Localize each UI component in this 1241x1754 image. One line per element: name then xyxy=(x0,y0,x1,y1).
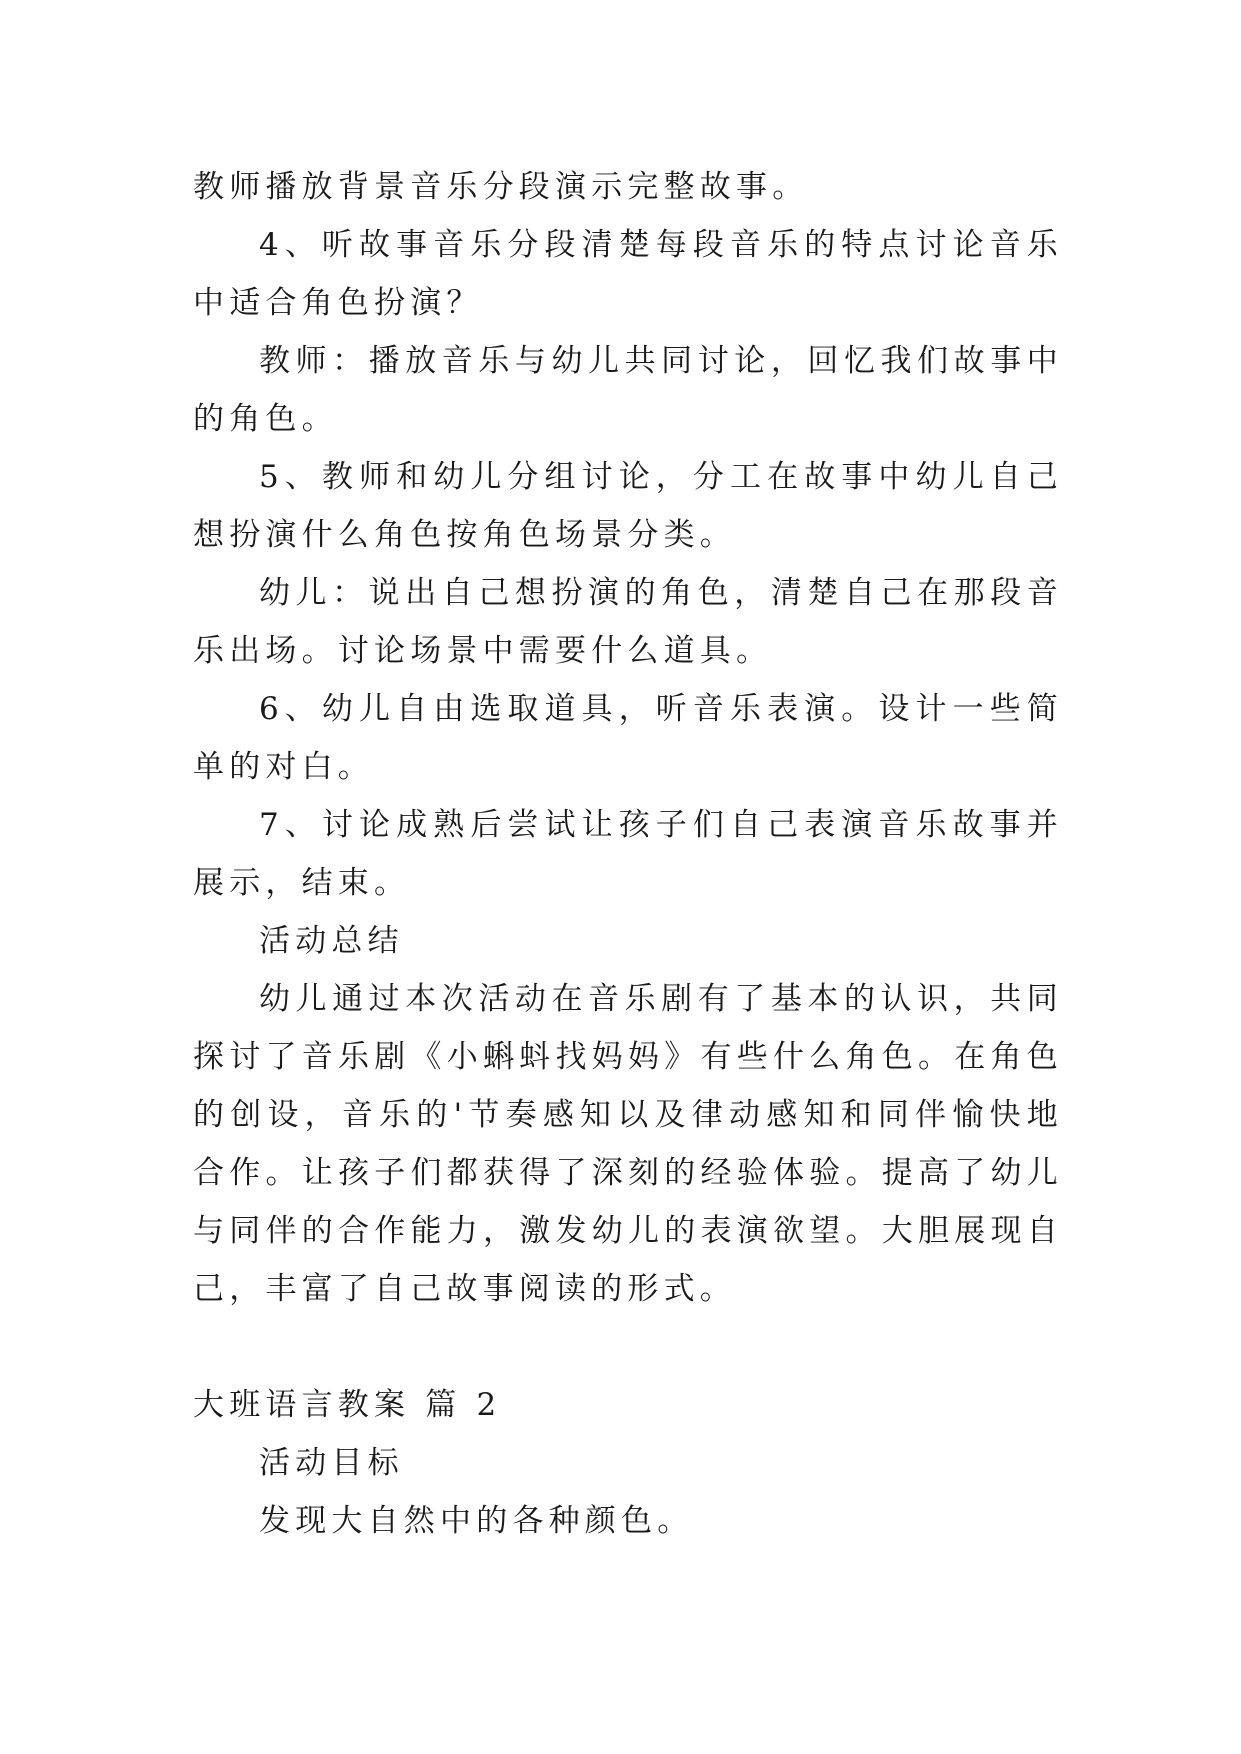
body-paragraph: 教师：播放音乐与幼儿共同讨论，回忆我们故事中的角色。 xyxy=(193,343,1063,437)
body-paragraph: 7、讨论成熟后尝试让孩子们自己表演音乐故事并展示，结束。 xyxy=(193,807,1063,901)
body-paragraph: 4、听故事音乐分段清楚每段音乐的特点讨论音乐中适合角色扮演？ xyxy=(193,227,1063,321)
body-paragraph: 6、幼儿自由选取道具，听音乐表演。设计一些简单的对白。 xyxy=(193,691,1063,785)
body-paragraph: 幼儿通过本次活动在音乐剧有了基本的认识，共同探讨了音乐剧《小蝌蚪找妈妈》有些什么角色。在角色的创设，音乐的'节奏感知以及律动感知和同伴愉快地合作。让孩子们都获得了深刻的经验体验。提高了幼儿与同伴的合作能力，激发幼儿的表演欲望。大胆展现自己，丰富了自己故事阅读的形式。 xyxy=(193,981,1063,1307)
document-body xyxy=(193,158,1063,1550)
subheading-activity-goal: 活动目标 xyxy=(259,1445,404,1481)
body-paragraph: 幼儿：说出自己想扮演的角色，清楚自己在那段音乐出场。讨论场景中需要什么道具。 xyxy=(193,575,1063,669)
body-paragraph: 教师播放背景音乐分段演示完整故事。 xyxy=(193,169,809,205)
body-paragraph: 5、教师和幼儿分组讨论，分工在故事中幼儿自己想扮演什么角色按角色场景分类。 xyxy=(193,459,1063,553)
subheading-activity-summary: 活动总结 xyxy=(259,923,404,959)
section-heading: 大班语言教案 篇 2 xyxy=(193,1387,502,1423)
body-paragraph: 发现大自然中的各种颜色。 xyxy=(259,1503,694,1539)
